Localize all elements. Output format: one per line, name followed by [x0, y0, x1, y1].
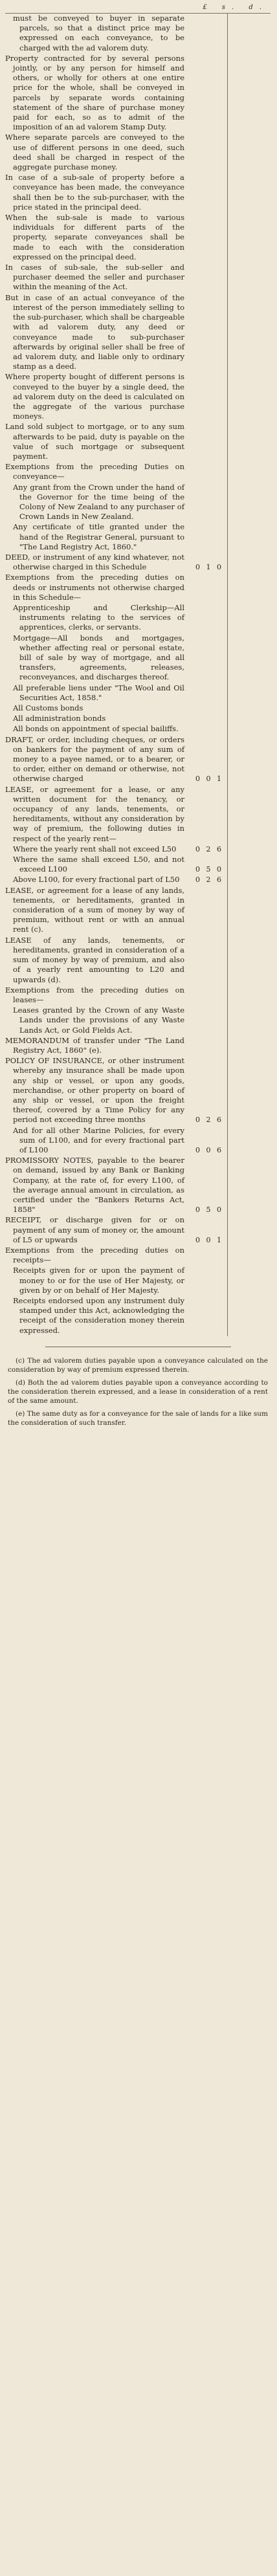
schedule-entry [5, 714, 223, 723]
entry-text: Mortgage—All bonds and mortgages, whether affecting real or personal estate, bill of sale by way of mortgage, and all transfers, agreements, releases, reconveyances, and discharges thereof. [13, 633, 184, 682]
entry-text: LEASE, or agreement for a lease, or any written document for the tenancy, or occupancy of any lands, tenements, or hereditaments, without any consideration by way of premium, the following duties in respect of the yearly rent— [5, 784, 184, 843]
schedule-entry [5, 703, 223, 713]
entry-duty: 0 2 6 [195, 875, 223, 885]
entry-text: Exemptions from the preceding duties on leases— [5, 985, 184, 1004]
entry-text: LEASE of any lands, tenements, or hereditaments, granted in consideration of a sum of money by way of premium, and also of a yearly rent amounting to L20 and upwards (d). [5, 935, 184, 984]
schedule-entry [5, 683, 223, 703]
schedule-entry [5, 422, 223, 461]
entry-duty: 0 5 0 [195, 1205, 223, 1215]
entry-text: In case of a sub-sale of property before a conveyance has been made, the conveyance shall then be to the sub-purchaser, with the price stated in the principal deed. [5, 173, 184, 212]
entry-text: POLICY OF INSURANCE, or other instrument whereby any insurance shall be made upon any ship or vessel, or upon any goods, merchandise, or other property on board of any ship or vessel, or upon the freight thereof, covered by a Time Policy for any period not exceeding three months [5, 1056, 184, 1125]
footnote: (d) Both the ad valorem duties payable upon a conveyance according to the consideration therein expressed, and a lease in consideration of a rent of the same amount. [8, 1378, 268, 1405]
entry-text: Property contracted for by several persons jointly, or by any person for himself and others, or wholly for others at one entire price for the whole, shall be conveyed in parcels by separate words containing statement of the share of purchase money paid for each, so as to admit of the imposition of an ad valorem Stamp Duty. [5, 53, 184, 132]
schedule-entry [5, 735, 223, 784]
entry-text: All Customs bonds [13, 703, 83, 713]
schedule-entry [5, 54, 223, 133]
entry-text: must be conveyed to buyer in separate parcels, so that a distinct price may be expressed on each conveyance, to be charged with the ad valorem duty. [13, 14, 184, 52]
schedule-entry [5, 886, 223, 935]
schedule-entries [5, 14, 228, 1336]
schedule-entry [5, 844, 223, 854]
schedule-entry [5, 855, 223, 874]
schedule-entry [5, 173, 223, 212]
entry-text: Exemptions from the preceding duties on deeds or instruments not otherwise charged in this Schedule— [5, 573, 184, 602]
duty-margin [232, 14, 271, 1336]
schedule-entry [5, 724, 223, 734]
entry-text: All bonds on appointment of special bailiffs. [13, 724, 179, 734]
footnotes [5, 1356, 271, 1427]
entry-text: Any grant from the Crown under the hand of the Governor for the time being of the Colony of New Zealand to any purchaser of Crown Lands in New Zealand. [13, 482, 184, 522]
schedule-entry [5, 263, 223, 292]
schedule-entry [5, 1215, 223, 1245]
entry-duty: 0 0 1 [195, 775, 223, 784]
entry-text: DRAFT, or order, including cheques, or orders on bankers for the payment of any sum of money to a payee named, or to a bearer, or to order, either on demand or otherwise, not otherwise charged [5, 734, 184, 784]
schedule-entry [5, 985, 223, 1005]
schedule-entry [5, 603, 223, 633]
entry-text: Leases granted by the Crown of any Waste Lands under the provisions of any Waste Lands Act, or Gold Fields Act. [13, 1006, 184, 1035]
footnote: (e) The same duty as for a conveyance for the sale of lands for a like sum the consideration of such transfer. [8, 1409, 268, 1427]
entry-text: Where separate parcels are conveyed to the use of different persons in one deed, such deed shall be charged in respect of the aggregate purchase money. [5, 133, 184, 172]
entry-text: Where the yearly rent shall not exceed L50 [13, 844, 177, 853]
duty-column-header [5, 4, 271, 14]
entry-duty: 0 0 6 [195, 1145, 223, 1154]
schedule-entry [5, 1036, 223, 1055]
entry-text: But in case of an actual conveyance of the interest of the person immediately selling to the sub-purchaser, which shall be chargeable with ad valorem duty, any deed or conveyance made to sub-purchaser afterwards by original seller shall be free of ad valorem duty, and liable only to ordinary stamp as a deed. [5, 292, 184, 371]
schedule-entry [5, 133, 223, 172]
schedule-entry [5, 785, 223, 844]
entry-duty: 0 2 6 [195, 1116, 223, 1125]
schedule-entry [5, 1126, 223, 1156]
schedule-entry [5, 1266, 223, 1295]
entry-text: RECEIPT, or discharge given for or on payment of any sum of money or, the amount of L5 or upwards [5, 1215, 184, 1244]
schedule-entry [5, 462, 223, 481]
entry-text: Exemptions from the preceding Duties on conveyance— [5, 462, 184, 481]
entry-text: When the sub-sale is made to various individuals for different parts of the property, separate conveyances shall be made to each with the consideration expressed on the principal deed. [5, 213, 184, 261]
schedule-entry [5, 553, 223, 572]
currency-columns: £ s. d. [203, 4, 268, 11]
entry-text: LEASE, or agreement for a lease of any lands, tenements, or hereditaments, granted in consideration of a sum of money by way of premium, without rent or with an annual rent (c). [5, 885, 184, 934]
entry-text: Land sold subject to mortgage, or to any sum afterwards to be paid, duty is payable on the value of such mortgage or subsequent payment. [5, 422, 184, 461]
schedule-body [5, 14, 271, 1336]
schedule-entry [5, 522, 223, 552]
entry-text: Above L100, for every fractional part of L50 [13, 875, 180, 885]
schedule-entry [5, 483, 223, 522]
entry-duty: 0 1 0 [195, 563, 223, 572]
entry-duty: 0 2 6 [195, 844, 223, 853]
entry-text: DEED, or instrument of any kind whatever, not otherwise charged in this Schedule [5, 552, 184, 572]
entry-text: Any certificate of title granted under the hand of the Registrar General, pursuant to "The Land Registry Act, 1860." [13, 522, 184, 551]
schedule-entry [5, 573, 223, 602]
schedule-entry [5, 1056, 223, 1125]
footnote: (c) The ad valorem duties payable upon a conveyance calculated on the consideration by way of premium expressed therein. [8, 1356, 268, 1374]
schedule-entry [5, 936, 223, 985]
entry-text: Where the same shall exceed L50, and not exceed L100 [13, 855, 184, 874]
entry-text: Apprenticeship and Clerkship—All instruments relating to the services of apprentices, clerks, or servants. [13, 602, 184, 632]
schedule-entry [5, 1246, 223, 1265]
schedule-entry [5, 14, 223, 53]
schedule-entry [5, 633, 223, 683]
entry-text: And for all other Marine Policies, for every sum of L100, and for every fractional part of L100 [13, 1125, 184, 1154]
entry-text: Receipts given for or upon the payment of money to or for the use of Her Majesty, or given by or on behalf of Her Majesty. [13, 1266, 184, 1295]
schedule-entry [5, 213, 223, 262]
entry-text: All administration bonds [13, 714, 106, 723]
schedule-entry [5, 293, 223, 372]
entry-text: In cases of sub-sale, the sub-seller and purchaser deemed the seller and purchaser within the meaning of the Act. [5, 263, 184, 292]
entry-duty: 0 5 0 [195, 865, 223, 874]
entry-text: Exemptions from the preceding duties on receipts— [5, 1245, 184, 1265]
schedule-entry [5, 1006, 223, 1035]
entry-text: PROMISSORY NOTES, payable to the bearer on demand, issued by any Bank or Banking Company, at the rate of, for every L100, of the average annual amount in circulation, as certified under the "Bankers Returns Act, 1858" [5, 1156, 184, 1215]
entry-text: All preferable liens under "The Wool and Oil Securities Act, 1858." [13, 683, 184, 702]
entry-text: Where property bought of different persons is conveyed to the buyer by a single deed, the ad valorem duty on the deed is calculated on the aggregate of the various purchase moneys. [5, 372, 184, 421]
schedule-entry [5, 875, 223, 885]
schedule-entry [5, 372, 223, 421]
schedule-entry [5, 1156, 223, 1215]
entry-duty: 0 0 1 [195, 1235, 223, 1244]
entry-text: MEMORANDUM of transfer under "The Land Registry Act, 1860" (e). [5, 1035, 184, 1055]
entry-text: Receipts endorsed upon any instrument duly stamped under this Act, acknowledging the receipt of the consideration money therein expressed. [13, 1296, 184, 1335]
schedule-entry [5, 1296, 223, 1336]
